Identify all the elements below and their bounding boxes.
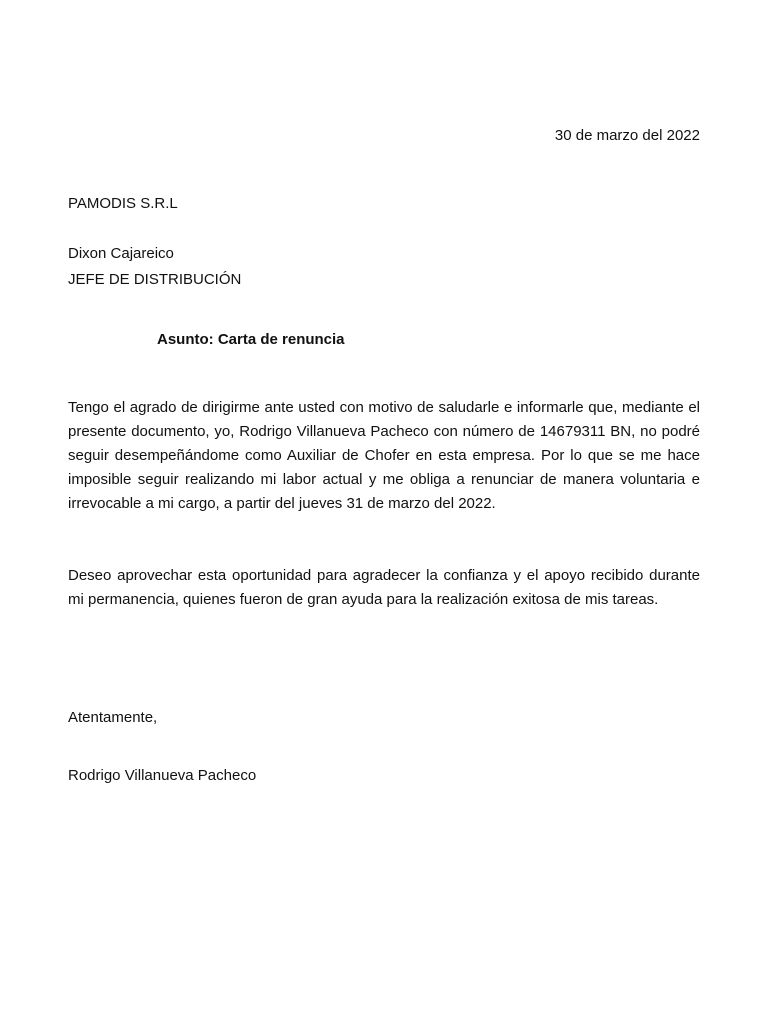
closing-salutation: Atentamente, <box>68 709 158 726</box>
letter-subject: Asunto: Carta de renuncia <box>157 331 345 348</box>
signature-name: Rodrigo Villanueva Pacheco <box>68 767 257 784</box>
company-name: PAMODIS S.R.L <box>68 195 178 212</box>
letter-date: 30 de marzo del 2022 <box>554 127 700 144</box>
recipient-name: Dixon Cajareico <box>68 245 174 262</box>
recipient-title: JEFE DE DISTRIBUCIÓN <box>68 271 242 288</box>
body-paragraph-1: Tengo el agrado de dirigirme ante usted con motivo de saludarle e informarle que, mediante el presente documento, yo, Rodrigo Villanueva Pacheco con número de 14679311 BN, no podré seguir desempeñándome como Auxiliar de Chofer en esta empresa. Por lo que se me hace imposible seguir realizando mi labor actual y me obliga a renunciar de manera voluntaria e irrevocable a mi cargo, a partir del jueves 31 de marzo del 2022. <box>68 399 700 512</box>
body-paragraph-2: Deseo aprovechar esta oportunidad para agradecer la confianza y el apoyo recibido durante mi permanencia, quienes fueron de gran ayuda para la realización exitosa de mis tareas. <box>68 567 700 608</box>
